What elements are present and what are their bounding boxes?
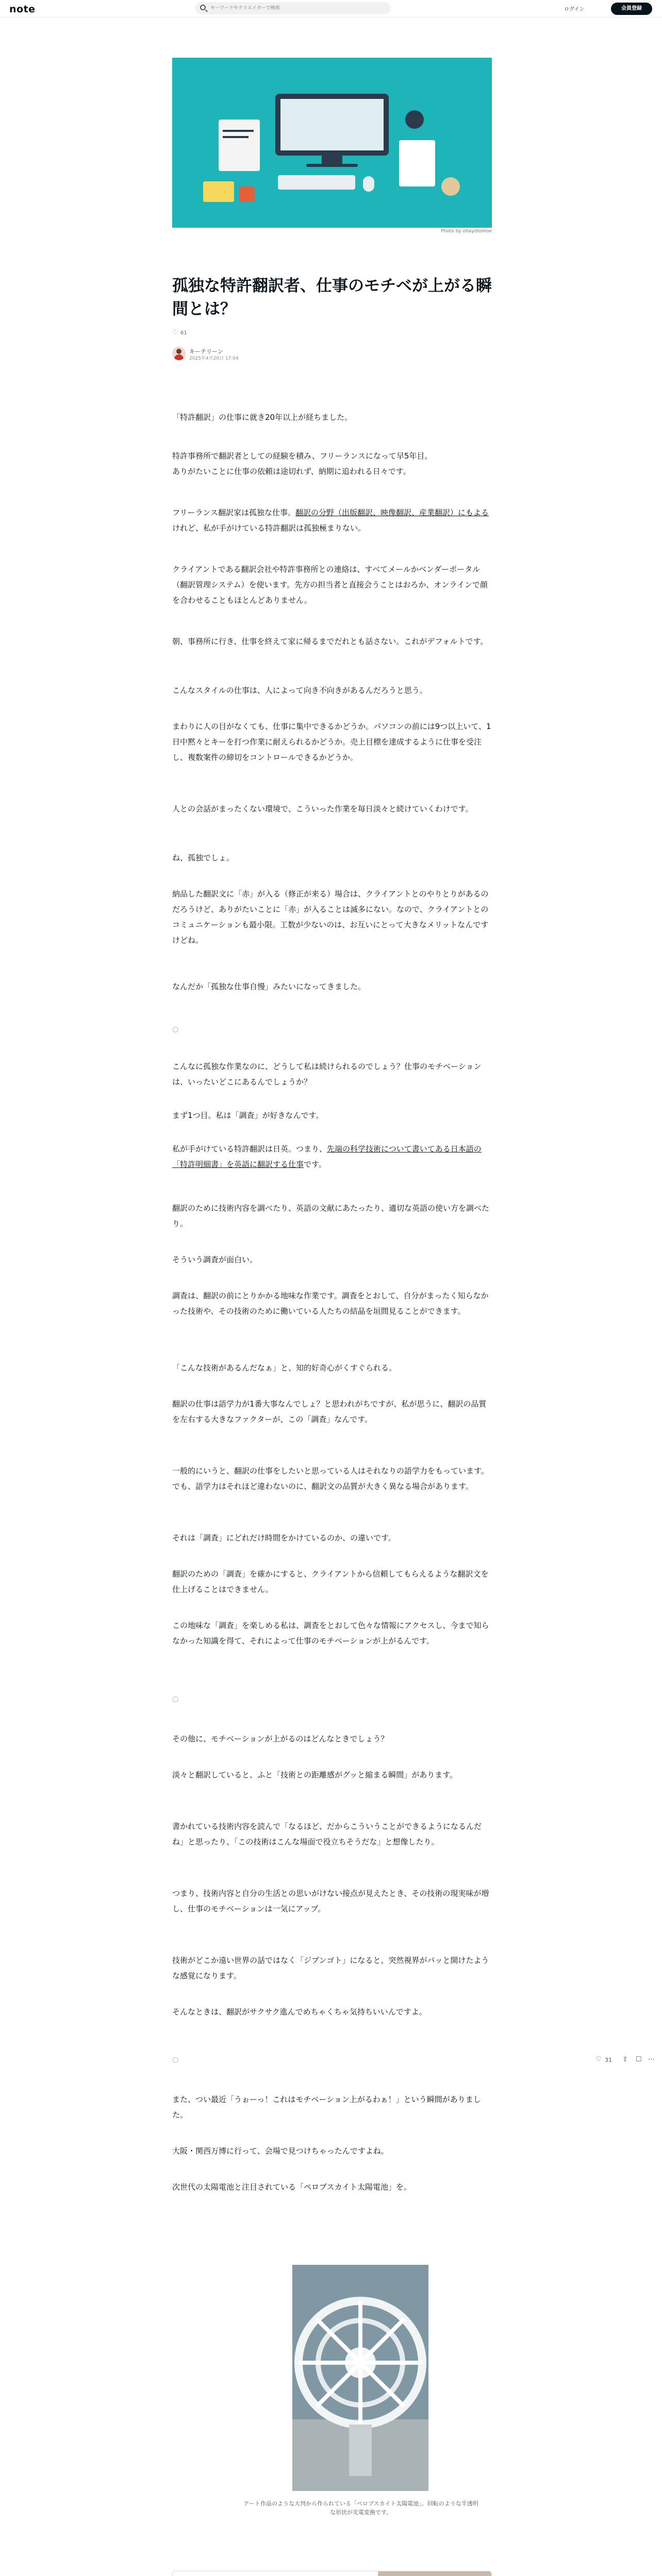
like-count: 61: [180, 330, 187, 336]
link-card-thumbnail: [378, 2571, 492, 2576]
paragraph: また、つい最近「うぉーっ！これはモチベーション上がるわぁ！」という瞬間がありました。: [172, 2095, 481, 2120]
section-separator: ○: [172, 1025, 179, 1033]
paragraph: この地味な「調査」を楽しめる私は、調査をとおして色々な情報にアクセスし、今まで知らなかった知識を得て、それによって仕事のモチベーションが上がるんです。: [172, 1621, 489, 1646]
search-bar[interactable]: [195, 2, 391, 14]
paragraph-text: 私が手がけている特許翻訳は日英。つまり、: [172, 1144, 327, 1154]
paragraph: その他に、モチベーションが上がるのはどんなときでしょう？: [172, 1734, 389, 1743]
photo-credit: Photo by ohayotomoe: [441, 229, 492, 234]
paragraph-text: ありがたいことに仕事の依頼は途切れず、納期に追われる日々です。: [172, 467, 411, 476]
inline-link[interactable]: 先端の科学技術について書いてある日本語の「特許明細書」を英語に翻訳する仕事: [172, 1144, 482, 1169]
image-caption: アート作品のような大判から作られている「ペロブスカイト太陽電池」。回転のような半透明な形状が光電変換です。: [243, 2500, 478, 2516]
paragraph-text: です。: [304, 1160, 326, 1169]
site-header: [0, 0, 662, 18]
paragraph: クライアントである翻訳会社や特許事務所との連絡は、すべてメールかベンダーポータル（翻訳管理システム）を使います。先方の担当者と直接会うことはおろか、オンラインで顔を合わせることもほとんどありません。: [172, 565, 488, 605]
paragraph: 翻訳のために技術内容を調べたり、英語の文献にあたったり、適切な英語の使い方を調べたり。: [172, 1204, 490, 1228]
paragraph: 大阪・関西万博に行って、会場で見つけちゃったんですよね。: [172, 2146, 389, 2156]
paragraph: [172, 448, 492, 479]
paragraph: こんなに孤独な作業なのに、どうして私は続けられるのでしょう？仕事のモチベーションは、いったいどこにあるんでしょうか？: [172, 1062, 482, 1087]
inline-link[interactable]: 翻訳の分野（出版翻訳、映像翻訳、産業翻訳）にもよる: [295, 508, 489, 517]
share-icon[interactable]: ⇪: [622, 2056, 628, 2063]
bookmark-icon[interactable]: ☐: [636, 2056, 642, 2063]
paragraph-text: 特許事務所で翻訳者としての経験を積み、フリーランスになって早5年目。: [172, 451, 433, 461]
section-separator: ○: [172, 1695, 179, 1703]
article-title: 孤独な特許翻訳者、仕事のモチベが上がる瞬間とは？: [172, 277, 492, 318]
note-logo[interactable]: note: [9, 4, 36, 15]
heart-icon[interactable]: ♡: [595, 2056, 602, 2063]
paragraph: [172, 1141, 492, 1172]
avatar[interactable]: [172, 347, 186, 360]
paragraph: 「こんな技術があるんだなぁ」と、知的好奇心がくすぐられる。: [172, 1363, 397, 1372]
paragraph: こんなスタイルの仕事は、人によって向き不向きがあるんだろうと思う。: [172, 686, 427, 695]
hero-image: [172, 58, 492, 228]
author-name[interactable]: キーテリーン: [189, 348, 223, 355]
paragraph: [172, 505, 492, 536]
paragraph: そんなときは、翻訳がサクサク進んでめちゃくちゃ気持ちいいんですよ。: [172, 2007, 427, 2016]
side-like-count: 31: [605, 2057, 612, 2063]
like-counter[interactable]: [172, 329, 187, 336]
paragraph: まず1つ目。私は「調査」が好きなんです。: [172, 1111, 324, 1120]
paragraph: そういう調査が面白い。: [172, 1255, 258, 1264]
paragraph-text: けれど、私が手がけている特許翻訳は孤独極まりない。: [172, 523, 366, 533]
paragraph: 人との会話がまったくない環境で、こういった作業を毎日淡々と続けていくわけです。: [172, 804, 473, 814]
paragraph: 一般的にいうと、翻訳の仕事をしたいと思っている人はそれなりの語学力をもっています。でも、語学力はそれほど違わないのに、翻訳文の品質が大きく異なる場合があります。: [172, 1466, 489, 1491]
heart-icon[interactable]: ♡: [172, 329, 178, 336]
paragraph: 「特許翻訳」の仕事に就き20年以上が経ちました。: [172, 413, 353, 422]
solar-art-photo: [292, 2265, 428, 2491]
paragraph-text: フリーランス翻訳家は孤独な仕事。: [172, 508, 295, 517]
section-separator: ○: [172, 2056, 179, 2064]
paragraph: まわりに人の目がなくても、仕事に集中できるかどうか。パソコンの前には9つ以上いて、1日中黙々とキーを打つ作業に耐えられるかどうか。売上目標を達成するように仕事を受注し、複数案件の締切をコントロールできるかどうか。: [172, 722, 491, 762]
author-info: [172, 346, 378, 361]
paragraph: 淡々と翻訳していると、ふと「技術との距離感がグッと縮まる瞬間」があります。: [172, 1770, 458, 1780]
paragraph: それは「調査」にどれだけ時間をかけているのか、の違いです。: [172, 1533, 396, 1543]
paragraph: ね、孤独でしょ。: [172, 853, 235, 862]
paragraph: なんだか「孤独な仕事自慢」みたいになってきました。: [172, 982, 366, 991]
login-link[interactable]: ログイン: [564, 7, 585, 12]
search-input[interactable]: [210, 4, 380, 12]
paragraph: 調査は、翻訳の前にとりかかる地味な作業です。調査をとおして、自分がまったく知らなかった技術や、その技術のために働いている人たちの結晶を垣間見ることができます。: [172, 1291, 489, 1316]
link-card[interactable]: [172, 2571, 492, 2576]
paragraph: 朝、事務所に行き、仕事を終えて家に帰るまでだれとも話さない。これがデフォルトです。: [172, 637, 488, 646]
publish-date: 2025年4月20日 17:04: [189, 356, 239, 361]
paragraph: 翻訳のための「調査」を確かにすると、クライアントから信頼してもらえるような翻訳文を仕上げることはできません。: [172, 1569, 489, 1594]
paragraph: 次世代の太陽電池と注目されている「ペロブスカイト太陽電池」を。: [172, 2182, 411, 2192]
paragraph: 翻訳の仕事は語学力が1番大事なんでしょ？と思われがちですが、私が思うに、翻訳の品質を左右する大きなファクターが、この「調査」なんです。: [172, 1399, 487, 1424]
paragraph: 技術がどこか遠い世界の話ではなく「ジブンゴト」になると、突然視界がパッと開けたような感覚になります。: [172, 1956, 489, 1980]
signup-button[interactable]: 会員登録: [611, 3, 652, 15]
side-action-bar: [595, 2056, 657, 2068]
paragraph: 納品した翻訳文に「赤」が入る（修正が来る）場合は、クライアントとのやりとりがあるのだろうけど、ありがたいことに「赤」が入ることは滅多にない。なので、クライアントとのコミュニケーションも最小限。工数が少ないのは、お互いにとって大きなメリットなんですけどね。: [172, 889, 489, 945]
paragraph: つまり、技術内容と自分の生活との思いがけない接点が見えたとき、その技術の現実味が増し、仕事のモチベーションは一気にアップ。: [172, 1889, 489, 1913]
more-icon[interactable]: ⋯: [648, 2056, 655, 2063]
paragraph: 書かれている技術内容を読んで「なるほど、だからこういうことができるようになるんだね」と思ったり、「この技術はこんな場面で役立ちそうだな」と想像したり。: [172, 1822, 482, 1846]
search-icon: [200, 5, 206, 10]
